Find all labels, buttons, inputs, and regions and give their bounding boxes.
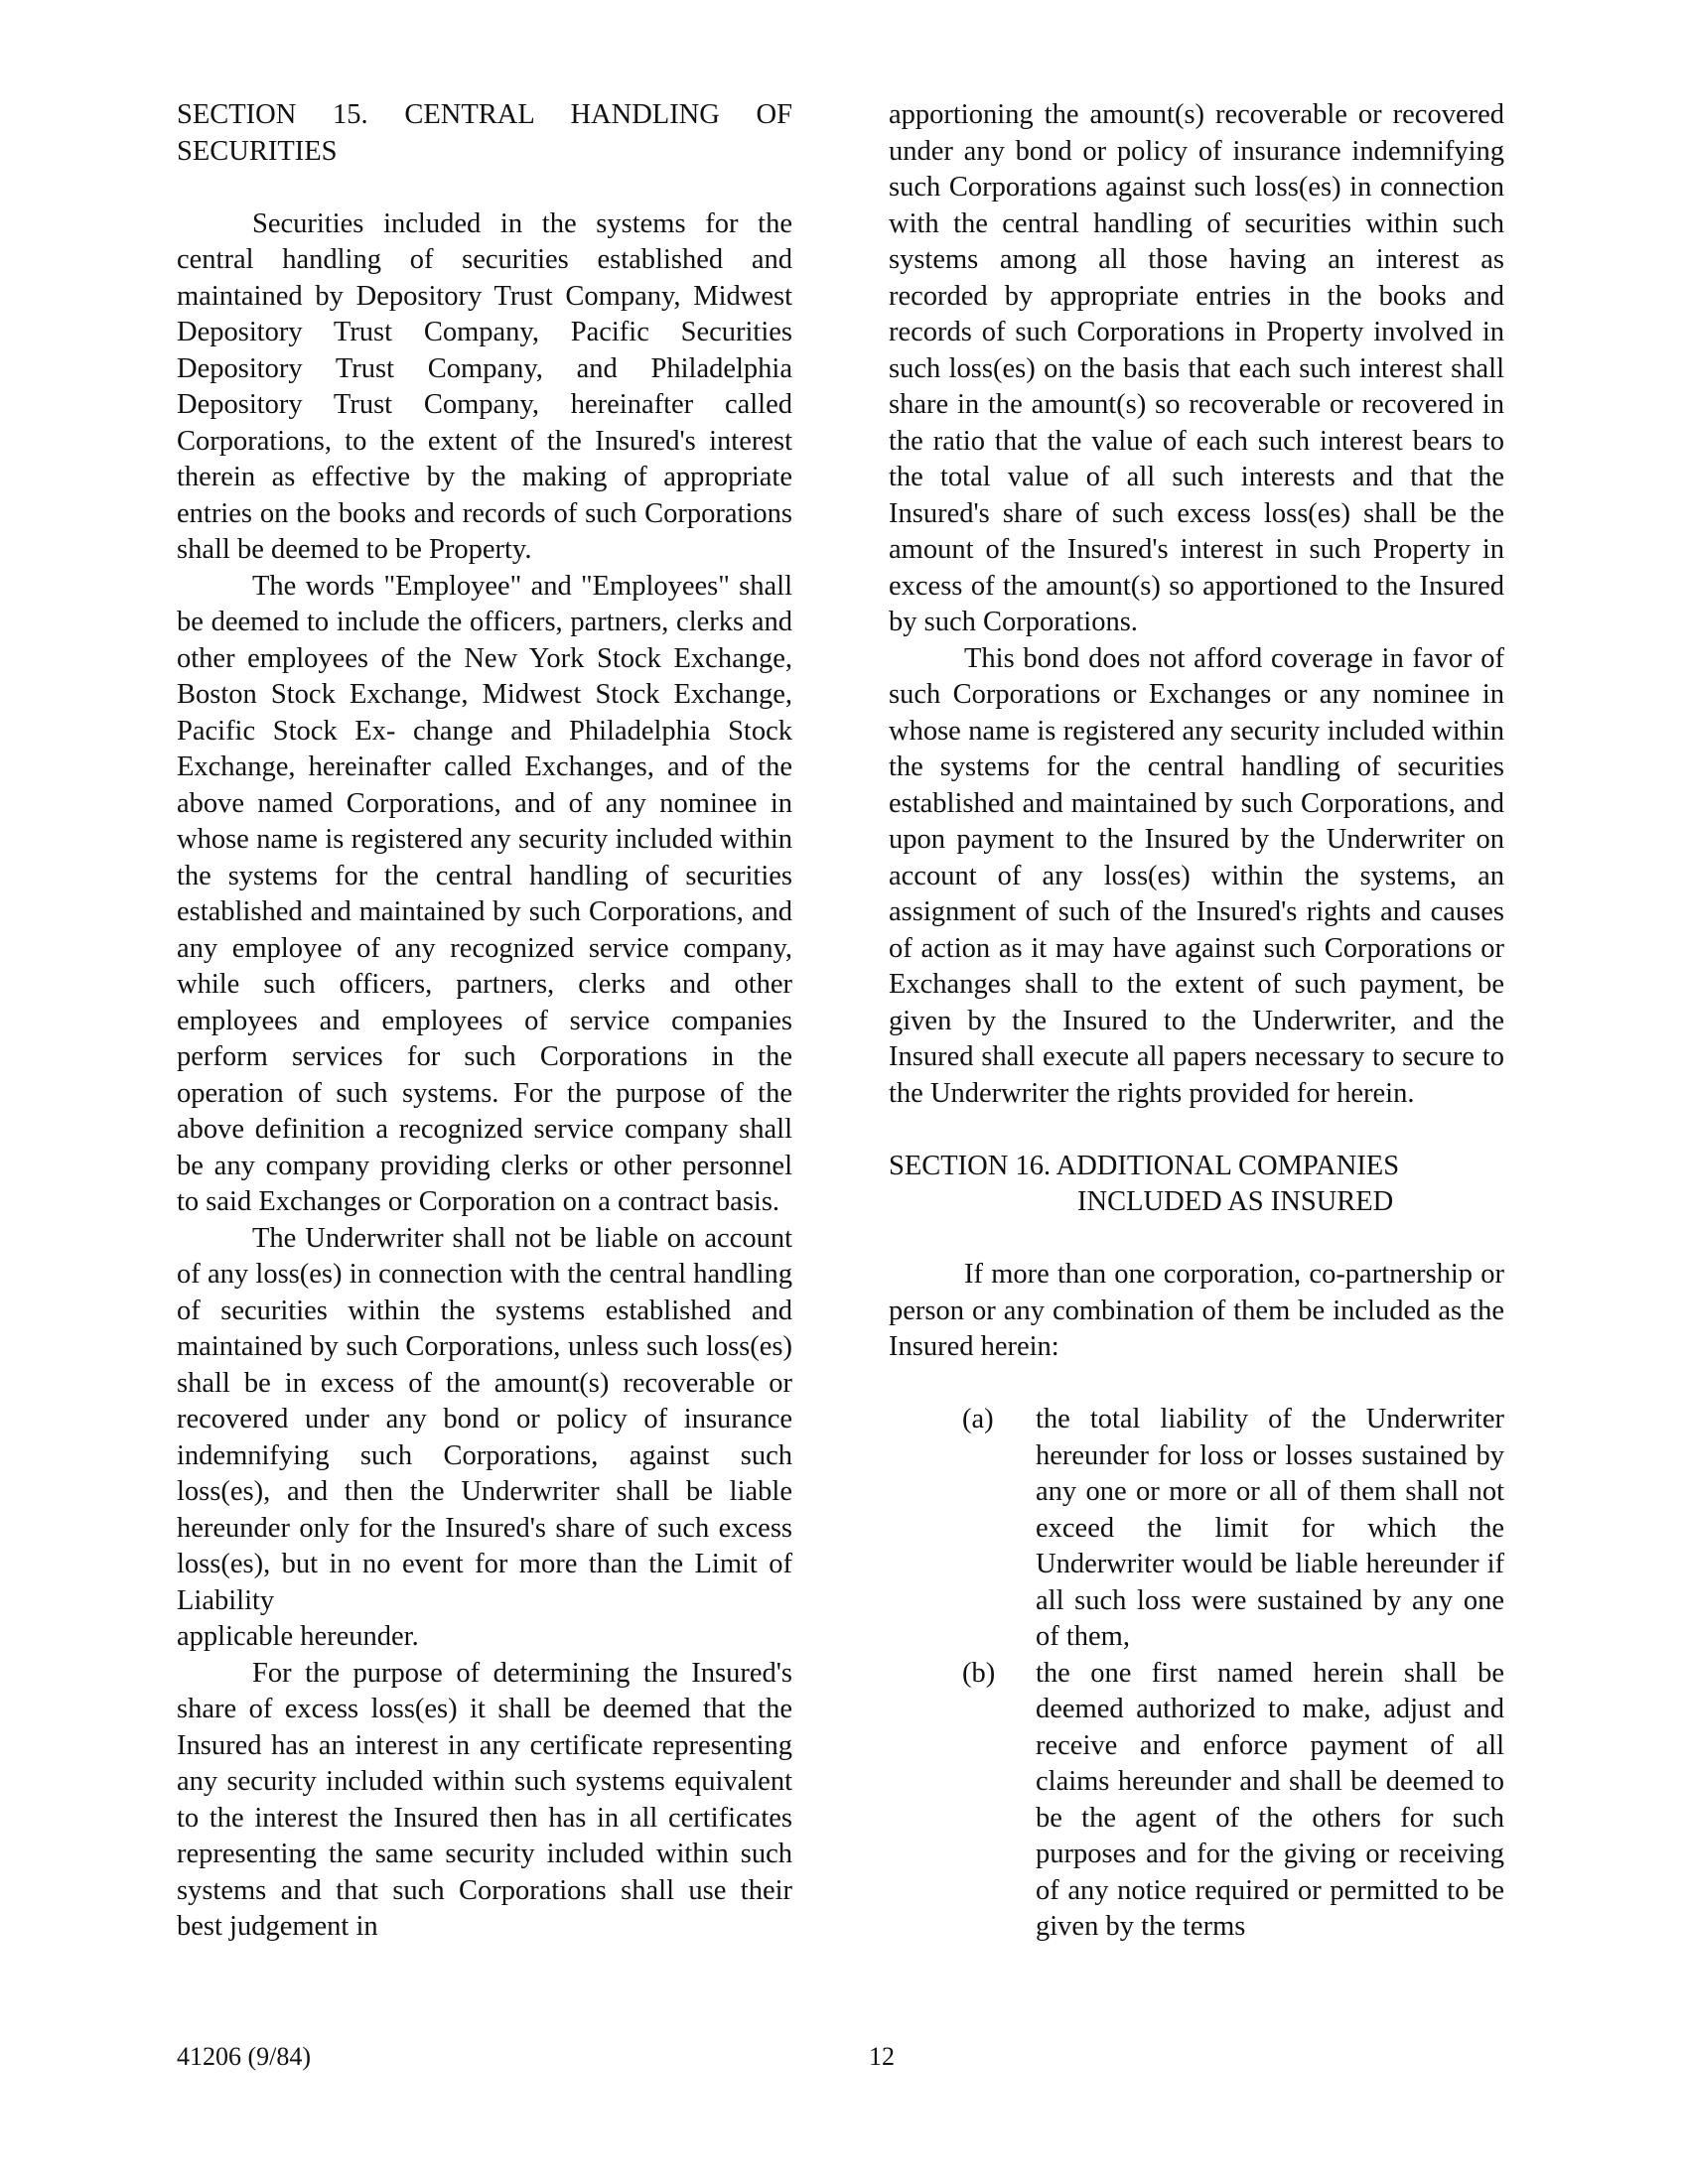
paragraph: For the purpose of determining the Insured's share of excess loss(es) it shall be deemed that the Insured has an interest in any certificate representing any security included within such systems equivalent to the interest the Insured then has in all certificates representing the same security included within such systems and that such Corporations shall use their best judgement in (177, 1657, 792, 1942)
section-15-heading: SECTION 15. CENTRAL HANDLING OF SECURITIES (177, 99, 792, 167)
page-number: 12 (869, 2042, 895, 2071)
spacer (889, 1366, 1504, 1403)
paragraph: This bond does not afford coverage in favor of such Corporations or Exchanges or any nominee in whose name is registered any security included within the systems for the central handling of securities established and maintained by such Corporations, and upon payment to the Insured by the Underwriter on account of any loss(es) within the systems, an assignment of such of the Insured's rights and causes of action as it may have against such Corporations or Exchanges shall to the extent of such payment, be given by the Insured to the Underwriter, and the Insured shall execute all papers necessary to secure to the Underwriter the rights provided for herein. (889, 642, 1504, 1109)
paragraph: The words "Employee" and "Employees" shall be deemed to include the officers, partners, clerks and other employees of the New York Stock Exchange, Boston Stock Exchange, Midwest Stock Exchange, Pacific Stock Ex- change and Philadelphia Stock Exchange, hereinafter called Exchanges, and of the above named Corporations, and of any nominee in whose name is registered any security included within the systems for the central handling of securities established and maintained by such Corporations, and any employee of any recognized service company, while such officers, partners, clerks and other employees and employees of service companies perform services for such Corporations in the operation of such systems. For the purpose of the above definition a recognized service company shall be any company providing clerks or other personnel to said Exchanges or Corporation on a contract basis. (177, 570, 792, 1217)
spacer (177, 170, 792, 206)
list-marker: (a) (962, 1404, 994, 1434)
paragraph: Securities included in the systems for the central handling of securities established and maintained by Depository Trust Company, Midwest Depository Trust Company, Pacific Securities Depository Trust Company, and Philadelphia Depository Trust Company, hereinafter called Corporations, to the extent of the Insured's interest therein as effective by the making of appropriate entries on the books and records of such Corporations shall be deemed to be Property. (177, 207, 792, 565)
section-16-heading: SECTION 16. ADDITIONAL COMPANIES (889, 1150, 1400, 1181)
spacer (889, 1112, 1504, 1149)
list-item-a (889, 1402, 1504, 1656)
left-column (177, 97, 792, 1946)
paragraph-continuation: apportioning the amount(s) recoverable or recovered under any bond or policy of insurance indemnifying such Corporations against such loss(es) in connection with the central handling of securities within such systems among all those having an interest as recorded by appropriate entries in the books and records of such Corporations in Property involved in such loss(es) on the basis that each such interest shall share in the amount(s) so recoverable or recovered in the ratio that the value of each such interest bears to the total value of all such interests and that the Insured's share of such excess loss(es) shall be the amount of the Insured's interest in such Property in excess of the amount(s) so apportioned to the Insured by such Corporations. (889, 99, 1504, 637)
list-item-b (889, 1656, 1504, 1946)
list-item-text: the total liability of the Underwriter hereunder for loss or losses sustained by any one or more or all of them shall not exceed the limit for which the Underwriter would be liable hereunder if all such loss were sustained by any one of them, (1036, 1404, 1504, 1652)
list-marker: (b) (962, 1657, 996, 1689)
paragraph-continuation: applicable hereunder. (177, 1621, 419, 1652)
right-column (889, 97, 1504, 1946)
section-16-heading-line-2: INCLUDED AS INSURED (1077, 1186, 1394, 1217)
form-number: 41206 (9/84) (177, 2042, 312, 2071)
paragraph: If more than one corporation, co-partnership or person or any combination of them be included as the Insured herein: (889, 1259, 1504, 1362)
list-item-text: the one first named herein shall be deemed authorized to make, adjust and receive and enforce payment of all claims hereunder and shall be deemed to be the agent of the others for such purposes and for the giving or receiving of any notice required or permitted to be given by the terms (1036, 1657, 1504, 1942)
paragraph: The Underwriter shall not be liable on account of any loss(es) in connection with the central handling of securities within the systems established and maintained by such Corporations, unless such loss(es) shall be in excess of the amount(s) recoverable or recovered under any bond or policy of insurance indemnifying such Corporations, against such loss(es), and then the Underwriter shall be liable hereunder only for the Insured's share of such excess loss(es), but in no event for more than the Limit of Liability (177, 1222, 792, 1616)
spacer (889, 1221, 1504, 1258)
